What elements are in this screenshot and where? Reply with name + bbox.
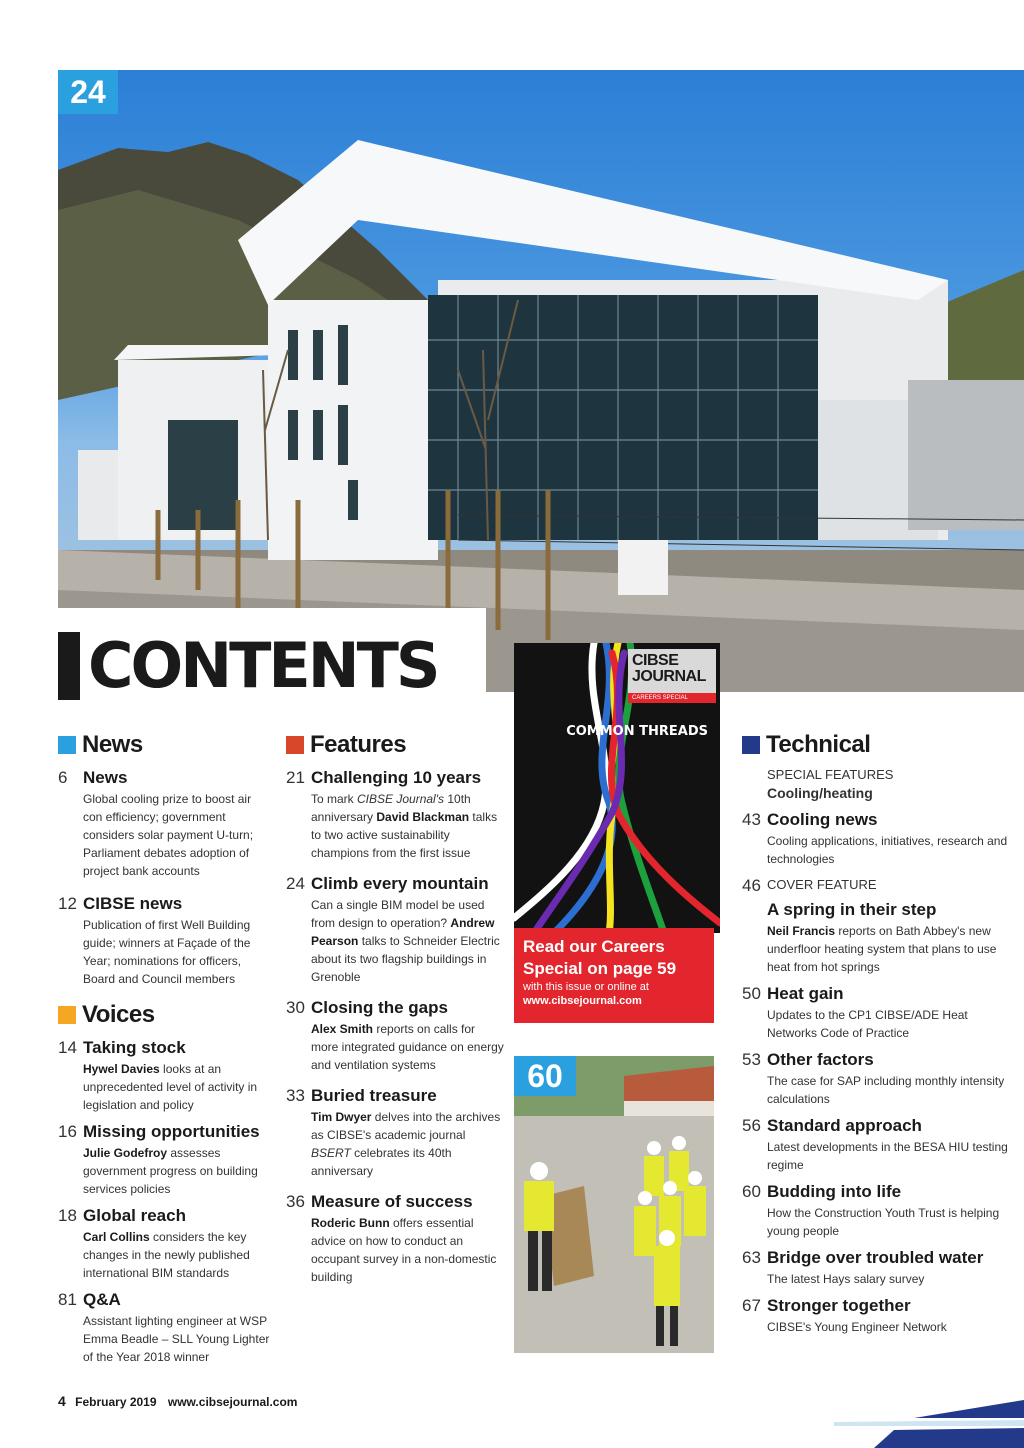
entry-page-number: 81 [58, 1290, 77, 1309]
entry-description [83, 1228, 273, 1282]
promo-url-link[interactable]: www.cibsejournal.com [523, 995, 642, 1007]
contents-entry[interactable] [58, 768, 273, 880]
entry-author: Neil Francis [767, 924, 836, 938]
entry-page-number: 14 [58, 1038, 77, 1057]
contents-entry[interactable] [58, 1206, 273, 1282]
news-section-heading [58, 730, 273, 760]
contents-entry[interactable] [286, 874, 504, 986]
hero-page-badge: 24 [58, 70, 118, 114]
contents-entry[interactable] [742, 984, 1012, 1042]
entry-title: Challenging 10 years [311, 768, 482, 787]
entry-description-text: reports on calls for more integrated guidance on energy and ventilation systems [311, 1022, 504, 1072]
entry-title: Other factors [767, 1050, 874, 1069]
promo-subtitle: with this issue or online at [523, 981, 649, 993]
entry-description-text: offers essential advice on how to conduct an occupant survey in a non-domestic building [311, 1216, 497, 1284]
entry-description-text: assesses government progress on building services policies [83, 1146, 258, 1196]
entry-page-number: 67 [742, 1296, 761, 1315]
entry-description-text: looks at an unprecedented level of activity in legislation and policy [83, 1062, 258, 1112]
contents-entry[interactable] [286, 768, 504, 862]
footer-decorative-stripe [834, 1400, 1024, 1448]
entry-title: Global reach [83, 1206, 186, 1225]
entry-page-number: 30 [286, 998, 305, 1017]
entry-page-number: 46 [742, 876, 761, 895]
entry-description-text: talks to two active sustainability champions from the first issue [311, 810, 498, 860]
entry-page-number: 12 [58, 894, 77, 913]
contents-entry[interactable] [286, 1086, 504, 1180]
entry-author: Hywel Davies [83, 1062, 160, 1076]
cover-headline: COMMON THREADS [566, 724, 708, 739]
entry-description [83, 1060, 273, 1114]
hero-building-illustration [58, 70, 1024, 692]
features-heading: Features [310, 731, 407, 758]
entry-page-number: 60 [742, 1182, 761, 1201]
entry-author: Roderic Bunn [311, 1216, 390, 1230]
news-heading: News [82, 731, 143, 758]
entry-page-number: 16 [58, 1122, 77, 1141]
technical-section-heading [742, 730, 1012, 760]
contents-title: CONTENTS [88, 629, 438, 702]
voices-section-heading [58, 1000, 273, 1030]
entry-title: News [83, 768, 128, 787]
entry-page-number: 53 [742, 1050, 761, 1069]
entry-page-number: 43 [742, 810, 761, 829]
entry-description: Assistant lighting engineer at WSP Emma Beadle – SLL Young Lighter of the Year 2018 winner [83, 1314, 270, 1364]
contents-title-block [58, 608, 486, 704]
entry-description [311, 790, 504, 862]
entry-page-number: 36 [286, 1192, 305, 1211]
entry-title: A spring in their step [767, 900, 937, 919]
cover-logo-subtitle: CAREERS SPECIAL [628, 693, 716, 703]
special-features-kicker: SPECIAL FEATURES [767, 767, 894, 782]
entry-title: Cooling news [767, 810, 878, 829]
entry-title: Q&A [83, 1290, 121, 1309]
entry-title: Missing opportunities [83, 1122, 260, 1141]
entry-description-text: reports on Bath Abbey's new underfloor heating system that plans to use heat from hot springs [767, 924, 997, 974]
contents-entry[interactable] [58, 1122, 273, 1198]
entry-description-text: 10th anniversary [311, 792, 471, 824]
entry-description: The case for SAP including monthly intensity calculations [767, 1074, 1005, 1106]
entry-description: Publication of first Well Building guide; winners at Façade of the Year; nominations for officers, Board and Council members [83, 918, 251, 986]
entry-title: CIBSE news [83, 894, 183, 913]
entry-page-number: 24 [286, 874, 305, 893]
entry-page-number: 6 [58, 768, 68, 787]
contents-entry[interactable] [286, 1192, 504, 1286]
construction-youth-photo [514, 1056, 714, 1353]
entry-title: Measure of success [311, 1192, 473, 1211]
entry-italic-text: CIBSE Journal's [357, 792, 445, 806]
cover-feature-kicker: COVER FEATURE [767, 877, 877, 892]
promo-title: Read our Careers Special on page 59 [523, 937, 677, 978]
entry-description-text: considers the key changes in the newly published international BIM standards [83, 1230, 250, 1280]
cover-logo-text: CIBSE JOURNAL [632, 652, 706, 685]
entry-title: Taking stock [83, 1038, 186, 1057]
entry-page-number: 56 [742, 1116, 761, 1135]
entry-page-number: 21 [286, 768, 305, 787]
cover-logo [628, 649, 716, 701]
title-accent-bar [58, 632, 80, 700]
technical-heading: Technical [766, 731, 871, 758]
entry-author: Carl Collins [83, 1230, 150, 1244]
contents-entry[interactable] [58, 1290, 273, 1366]
entry-description: Global cooling prize to boost air con efficiency; government considers solar payment U-turn; Parliament debates adoption of project bank accounts [83, 792, 254, 878]
entry-description: How the Construction Youth Trust is helping young people [767, 1206, 1000, 1238]
contents-entry[interactable] [742, 1116, 1012, 1174]
entry-description [83, 1144, 273, 1198]
voices-square-icon [58, 1006, 76, 1024]
entry-description-text: Can a single BIM model be used from design to operation? [311, 898, 485, 930]
page-footer [58, 1393, 297, 1409]
contents-entry[interactable] [742, 1296, 1012, 1336]
footer-date: February 2019 [75, 1395, 157, 1409]
entry-author: Andrew Pearson [311, 916, 495, 948]
contents-entry[interactable] [742, 1050, 1012, 1108]
entry-description-text: delves into the archives as CIBSE's academic journal [311, 1110, 501, 1142]
entry-description [311, 896, 504, 986]
entry-description-text: talks to Schneider Electric about its two flagship buildings in Grenoble [311, 934, 500, 984]
entry-page-number: 33 [286, 1086, 305, 1105]
group-workers-illustration [514, 1056, 714, 1353]
voices-heading: Voices [82, 1001, 155, 1028]
contents-entry[interactable] [742, 1248, 1012, 1288]
entry-description: The latest Hays salary survey [767, 1272, 925, 1286]
entry-title: Budding into life [767, 1182, 902, 1201]
features-square-icon [286, 736, 304, 754]
entry-author: Julie Godefroy [83, 1146, 168, 1160]
entry-description: CIBSE's Young Engineer Network [767, 1320, 947, 1334]
news-voices-column [58, 730, 273, 1366]
contents-entry[interactable] [58, 1038, 273, 1114]
contents-entry[interactable] [742, 876, 1012, 976]
entry-title: Buried treasure [311, 1086, 437, 1105]
entry-description: Cooling applications, initiatives, research and technologies [767, 834, 1008, 866]
entry-page-number: 63 [742, 1248, 761, 1267]
footer-page-number: 4 [58, 1393, 66, 1409]
footer-url[interactable]: www.cibsejournal.com [167, 1395, 298, 1409]
entry-description [767, 922, 1012, 976]
entry-page-number: 50 [742, 984, 761, 1003]
entry-title: Standard approach [767, 1116, 922, 1135]
entry-description: Latest developments in the BESA HIU testing regime [767, 1140, 1008, 1172]
contents-entry[interactable] [58, 894, 273, 988]
cooling-heating-kicker: Cooling/heating [767, 785, 873, 801]
entry-description-text: celebrates its 40th anniversary [311, 1146, 452, 1178]
features-section-heading [286, 730, 504, 760]
inset-page-badge: 60 [514, 1056, 576, 1096]
news-square-icon [58, 736, 76, 754]
entry-title: Heat gain [767, 984, 844, 1003]
entry-italic-text: BSERT [311, 1146, 351, 1160]
entry-description: Updates to the CP1 CIBSE/ADE Heat Networks Code of Practice [767, 1008, 968, 1040]
features-column [286, 730, 504, 1286]
entry-page-number: 18 [58, 1206, 77, 1225]
contents-entry[interactable] [742, 1182, 1012, 1240]
entry-author: Tim Dwyer [311, 1110, 372, 1124]
technical-square-icon [742, 736, 760, 754]
hero-photo [58, 70, 1024, 692]
entry-description [311, 1214, 504, 1286]
contents-entry[interactable] [286, 998, 504, 1074]
magazine-cover-image[interactable] [514, 643, 720, 933]
entry-title: Closing the gaps [311, 998, 448, 1017]
entry-description-text: To mark [311, 792, 358, 806]
technical-column [742, 730, 1012, 1336]
contents-entry[interactable] [742, 810, 1012, 868]
entry-description [311, 1020, 504, 1074]
entry-title: Stronger together [767, 1296, 911, 1315]
entry-title: Climb every mountain [311, 874, 489, 893]
entry-author: David Blackman [376, 810, 470, 824]
entry-title: Bridge over troubled water [767, 1248, 984, 1267]
entry-author: Alex Smith [311, 1022, 374, 1036]
entry-description [311, 1108, 504, 1180]
careers-promo-box[interactable] [514, 928, 714, 1023]
